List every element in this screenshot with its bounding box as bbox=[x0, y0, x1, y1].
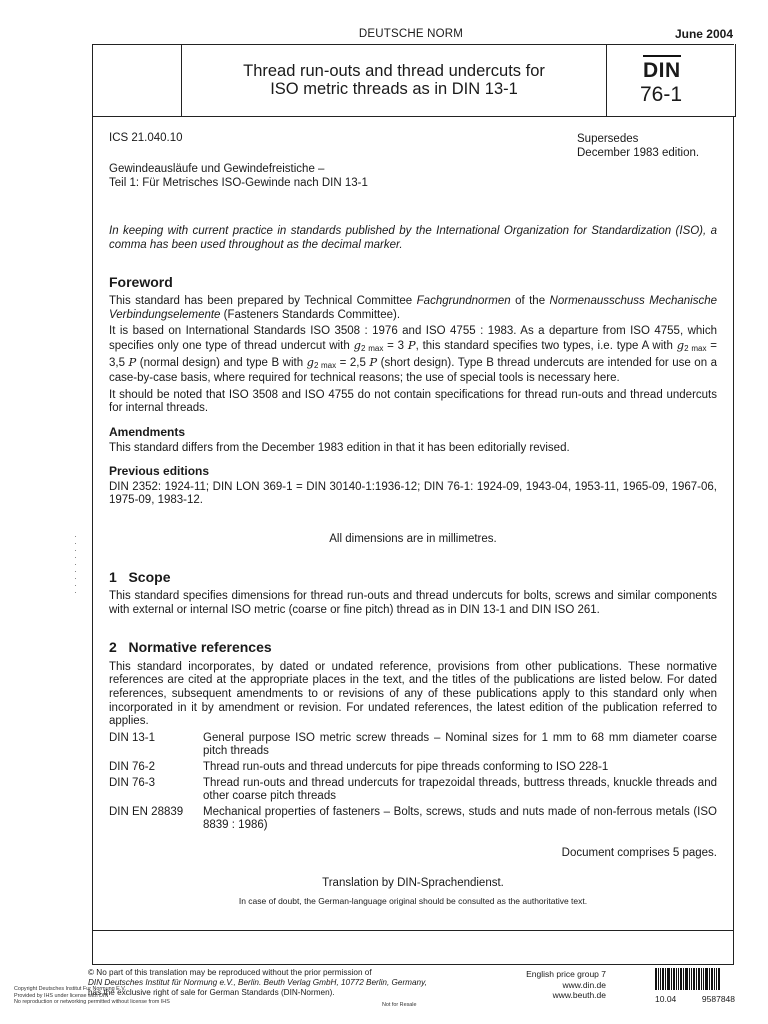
title-line-1: Thread run-outs and thread undercuts for bbox=[243, 62, 545, 80]
reference-title: General purpose ISO metric screw threads – Nominal sizes for 1 mm to 68 mm diameter coarse pitch threads bbox=[203, 731, 717, 758]
publication-date: June 2004 bbox=[674, 27, 733, 41]
foreword-paragraph-3: It should be noted that ISO 3508 and ISO 4755 do not contain specifications for thread run-outs and thread undercuts for internal threads. bbox=[109, 388, 717, 415]
frame-left bbox=[92, 117, 93, 930]
document-body bbox=[109, 132, 717, 912]
normative-references-heading: 2 Normative references bbox=[109, 639, 272, 656]
din-number: 76-1 bbox=[640, 83, 683, 106]
german-title-line-2: Teil 1: Für Metrisches ISO-Gewinde nach DIN 13-1 bbox=[109, 176, 368, 189]
margin-marks bbox=[72, 530, 82, 610]
scope-heading: 1 Scope bbox=[109, 568, 171, 585]
reference-item bbox=[109, 761, 717, 775]
footer-frame-left bbox=[92, 930, 93, 965]
german-title-line-1: Gewindeausläufe und Gewindefreistiche – bbox=[109, 162, 325, 175]
not-for-resale-stamp: Not for Resale bbox=[382, 1002, 417, 1008]
decimal-marker-note: In keeping with current practice in standards published by the International Organization for Standardization (ISO), a comma has been used throughout as the decimal marker. bbox=[109, 224, 717, 251]
barcode-numbers bbox=[655, 994, 735, 1004]
copyright-line-2: DIN Deutsches Institut für Normung e.V., Berlin. Beuth Verlag GmbH, 10772 Berlin, Germany, bbox=[88, 978, 427, 987]
dimensions-note: All dimensions are in millimetres. bbox=[329, 532, 497, 545]
price-info bbox=[500, 969, 606, 1001]
barcode bbox=[655, 968, 733, 990]
german-title bbox=[109, 162, 717, 190]
price-group: English price group 7 bbox=[526, 969, 606, 979]
reference-code: DIN 76-2 bbox=[109, 761, 156, 774]
reference-list bbox=[109, 732, 717, 833]
document-page-count: Document comprises 5 pages. bbox=[561, 847, 717, 859]
reference-code: DIN 76-3 bbox=[109, 776, 156, 789]
reference-title: Mechanical properties of fasteners – Bolts, screws, studs and nuts made of non-ferrous metals (ISO 8839 : 1986) bbox=[203, 805, 717, 832]
barcode-code-left: 10.04 bbox=[655, 994, 677, 1004]
din-url[interactable]: www.din.de bbox=[562, 979, 606, 990]
copyright-line-1: © No part of this translation may be reproduced without the prior permission of bbox=[88, 968, 372, 977]
amendments-heading: Amendments bbox=[109, 424, 186, 439]
supersedes-line-2: December 1983 edition. bbox=[577, 147, 700, 159]
reference-title: Thread run-outs and thread undercuts for pipe threads conforming to ISO 228-1 bbox=[203, 761, 609, 774]
footer-frame-right bbox=[733, 930, 734, 965]
reference-code: DIN 13-1 bbox=[109, 731, 156, 744]
reference-title: Thread run-outs and thread undercuts for trapezoidal threads, buttress threads, knuckle threads and other coarse pitch threads bbox=[203, 776, 717, 803]
reference-item bbox=[109, 777, 717, 804]
foreword-paragraph-2: It is based on International Standards ISO 3508 : 1976 and ISO 4755 : 1983. As a departure from ISO 4755, which specifies only one type of thread undercut with $g_{2 max} = 3$ P, this standard specifies two types, i.e. type A with $g_{2 max} = 3,5$ P (normal design) and type B with $g_{2 max} = 2,5$ P (short design). Type B thread undercuts are intended for use on a case-by-case basis, where required for technical reasons; the use of special tools is necessary here. bbox=[109, 325, 717, 385]
copyright-line-3: has the exclusive right of sale for German Standards (DIN-Normen). bbox=[88, 988, 335, 997]
supersedes-note bbox=[577, 132, 717, 160]
reference-item bbox=[109, 806, 717, 833]
normative-intro: This standard incorporates, by dated or undated reference, provisions from other publications. These normative references are cited at the appropriate places in the text, and the titles of the publications are listed below. For dated references, subsequent amendments to or revisions of any of these publications apply to this standard only when incorporated in it by amendment or revision. For undated references, the latest edition of the publication referred to applies. bbox=[109, 660, 717, 728]
foreword-paragraph-1: This standard has been prepared by Technical Committee Fachgrundnormen of the Normenausschuss Mechanische Verbindungselemente (Fasteners Standards Committee). bbox=[109, 295, 717, 321]
ics-code: ICS 21.040.10 bbox=[109, 132, 183, 144]
title-line-2: ISO metric threads as in DIN 13-1 bbox=[270, 80, 518, 98]
reference-item bbox=[109, 732, 717, 759]
authoritative-text-note: In case of doubt, the German-language original should be consulted as the authoritative text. bbox=[238, 896, 588, 907]
footer-rule-bottom bbox=[92, 964, 734, 965]
translation-credit: Translation by DIN-Sprachendienst. bbox=[322, 876, 504, 889]
reference-code: DIN EN 28839 bbox=[109, 805, 184, 818]
previous-editions-heading: Previous editions bbox=[109, 464, 210, 479]
din-logo: DIN bbox=[643, 55, 681, 83]
foreword-heading: Foreword bbox=[109, 273, 173, 290]
barcode-code-right: 9587848 bbox=[701, 994, 735, 1004]
beuth-url[interactable]: www.beuth.de bbox=[552, 990, 606, 1000]
document-title bbox=[182, 62, 606, 98]
footer-rule-top bbox=[92, 930, 734, 931]
frame-right bbox=[733, 117, 734, 930]
previous-editions-text: DIN 2352: 1924-11; DIN LON 369-1 = DIN 30140-1:1936-12; DIN 76-1: 1924-09, 1943-04, 1953-11, 1965-09, 1967-06, 1975-09, 1983-12. bbox=[109, 480, 717, 507]
amendments-text: This standard differs from the December 1983 edition in that it has been editorially revised. bbox=[109, 441, 570, 454]
title-divider-right bbox=[606, 44, 607, 117]
norm-label: DEUTSCHE NORM bbox=[358, 28, 464, 40]
scope-text: This standard specifies dimensions for thread run-outs and thread undercuts for bolts, screws and similar components with external or internal ISO metric (coarse or fine pitch) thread as in DIN 13-1 and DIN ISO 261. bbox=[109, 590, 717, 616]
ihs-license-stamp: Copyright Deutsches Institut Fur Normung E.V. Provided by IHS under license with DIN No reproduction or networking permitted without license from IHS bbox=[14, 986, 170, 1005]
supersedes-line-1: Supersedes bbox=[577, 133, 639, 145]
